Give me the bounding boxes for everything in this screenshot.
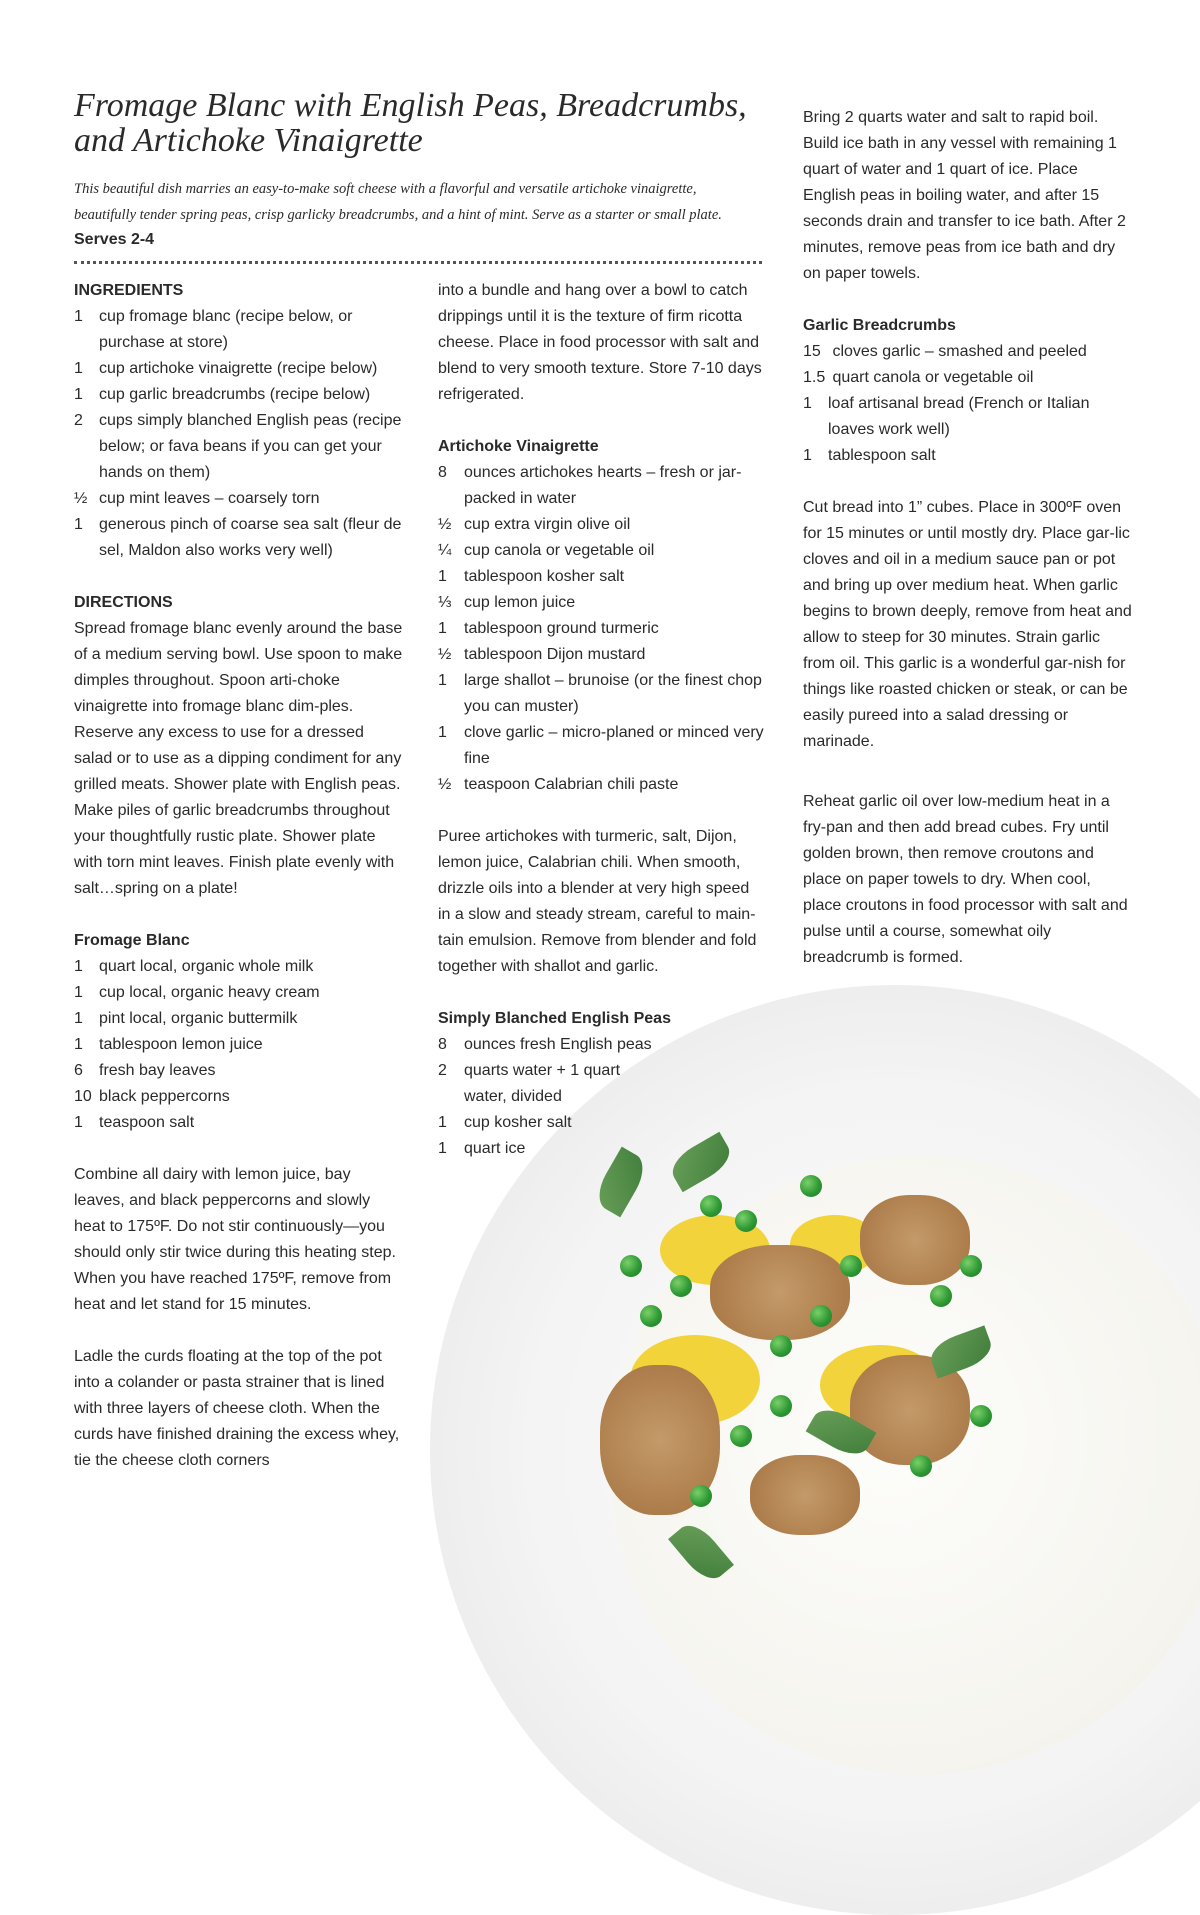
recipe-title-line-2: and Artichoke Vinaigrette — [74, 122, 423, 159]
ingredient-item — [438, 460, 766, 512]
ingredient-text: tablespoon ground turmeric — [464, 620, 659, 637]
pea — [840, 1255, 862, 1277]
recipe-intro-line-1: This beautiful dish marries an easy-to-make soft cheese with a flavorful and versatile artichoke vinaigrette, — [74, 181, 697, 197]
ingredient-item — [438, 772, 766, 798]
ingredient-text: tablespoon Dijon mustard — [464, 646, 646, 663]
ingredient-text: cloves garlic – smashed and peeled — [832, 343, 1087, 360]
ingredient-qty: 10 — [74, 1088, 92, 1105]
pea — [960, 1255, 982, 1277]
ingredient-text: tablespoon kosher salt — [464, 568, 625, 585]
ingredient-item — [74, 304, 404, 356]
ingredient-qty: 1 — [74, 958, 83, 975]
ingredients-heading: INGREDIENTS — [74, 282, 184, 299]
pea — [770, 1335, 792, 1357]
ingredient-text: quart local, organic whole milk — [99, 958, 314, 975]
ingredient-item — [803, 443, 1133, 469]
ingredient-item — [438, 1032, 766, 1058]
ingredient-item — [74, 1006, 404, 1032]
ingredient-item — [438, 642, 766, 668]
ingredient-item — [74, 1032, 404, 1058]
ingredient-qty: ½ — [438, 516, 452, 533]
pea — [810, 1305, 832, 1327]
ingredient-qty: 1 — [74, 516, 83, 533]
pea — [735, 1210, 757, 1232]
ingredient-item — [803, 365, 1133, 391]
ingredient-qty: 1 — [438, 672, 447, 689]
mint-leaf — [668, 1517, 734, 1586]
ingredient-item — [438, 590, 766, 616]
breadcrumb-pile — [860, 1195, 970, 1285]
ingredient-text: tablespoon lemon juice — [99, 1036, 263, 1053]
ingredient-qty: 1 — [803, 447, 812, 464]
ingredient-qty: ½ — [74, 490, 88, 507]
pea — [800, 1175, 822, 1197]
ingredient-text: cup local, organic heavy cream — [99, 984, 320, 1001]
mint-leaf — [926, 1325, 996, 1378]
fromage-blanc-step-2-continued: into a bundle and hang over a bowl to catch drippings until it is the texture of firm ricotta cheese. Place in food processor with salt and blend to very smooth texture. Store 7-10 days refrigerated. — [438, 282, 762, 403]
ingredient-item — [74, 980, 404, 1006]
ingredient-text: teaspoon salt — [99, 1114, 195, 1131]
ingredient-item — [803, 391, 1133, 443]
garlic-breadcrumbs-heading: Garlic Breadcrumbs — [803, 317, 956, 334]
ingredient-text: black peppercorns — [99, 1088, 230, 1105]
ingredient-qty: 1.5 — [803, 369, 826, 386]
pea — [730, 1425, 752, 1447]
dotted-divider — [74, 261, 762, 264]
ingredient-qty: 1 — [803, 395, 812, 412]
ingredient-text: fresh bay leaves — [99, 1062, 216, 1079]
ingredient-qty: 1 — [438, 1140, 447, 1157]
ingredient-item — [74, 1084, 404, 1110]
ingredient-item — [74, 954, 404, 980]
ingredient-text: cups simply blanched English peas (recipe below; or fava beans if you can get your hands on them) — [99, 412, 402, 481]
ingredient-qty: 15 — [803, 343, 821, 360]
ingredient-item — [74, 356, 404, 382]
ingredient-text: cup kosher salt — [464, 1114, 572, 1131]
plate-image — [610, 1155, 1200, 1775]
ingredient-item — [74, 512, 404, 564]
artichoke-vinaigrette-method: Puree artichokes with turmeric, salt, Dijon, lemon juice, Calabrian chili. When smooth, drizzle oils into a blender at very high speed in a slow and steady stream, careful to main-tain emulsion. Remove from blender and fold together with shallot and garlic. — [438, 828, 757, 975]
ingredient-text: ounces fresh English peas — [464, 1036, 652, 1053]
ingredient-qty: ⅓ — [438, 594, 452, 611]
pea — [910, 1455, 932, 1477]
ingredient-qty: 2 — [74, 412, 83, 429]
column-middle — [438, 278, 766, 1162]
ingredient-qty: 1 — [74, 1036, 83, 1053]
garlic-breadcrumbs-step-1: Cut bread into 1” cubes. Place in 300ºF oven for 15 minutes or until mostly dry. Place gar-lic cloves and oil in a medium sauce pan or pot and bring up over medium heat. When garlic begins to brown deeply, remove from heat and allow to steep for 30 minutes. Strain garlic from oil. This garlic is a wonderful gar-nish for things like roasted chicken or steak, or can be easily pureed into a salad dressing or marinade. — [803, 499, 1132, 750]
ingredient-qty: 8 — [438, 1036, 447, 1053]
ingredient-item — [74, 382, 404, 408]
ingredient-qty: 1 — [74, 1114, 83, 1131]
ingredient-text: teaspoon Calabrian chili paste — [464, 776, 679, 793]
ingredient-text: cup mint leaves – coarsely torn — [99, 490, 320, 507]
ingredient-item — [438, 668, 766, 720]
ingredient-text: cup fromage blanc (recipe below, or purchase at store) — [99, 308, 353, 351]
recipe-intro — [74, 176, 774, 228]
ingredient-item — [74, 1058, 404, 1084]
blanched-peas-method: Bring 2 quarts water and salt to rapid boil. Build ice bath in any vessel with remaining 1 quart of water and 1 quart of ice. Place English peas in boiling water, and after 15 seconds drain and transfer to ice bath. After 2 minutes, remove peas from ice bath and dry on paper towels. — [803, 109, 1126, 282]
breadcrumb-pile — [750, 1455, 860, 1535]
blanched-peas-heading: Simply Blanched English Peas — [438, 1010, 671, 1027]
ingredient-item — [74, 486, 404, 512]
fromage-blanc-heading: Fromage Blanc — [74, 932, 190, 949]
ingredient-qty: 1 — [438, 724, 447, 741]
ingredient-qty: 1 — [438, 1114, 447, 1131]
pea — [770, 1395, 792, 1417]
pea — [670, 1275, 692, 1297]
ingredient-qty: 2 — [438, 1062, 447, 1079]
ingredient-text: pint local, organic buttermilk — [99, 1010, 298, 1027]
ingredient-qty: ½ — [438, 646, 452, 663]
ingredient-text: ounces artichokes hearts – fresh or jar-packed in water — [464, 464, 742, 507]
recipe-title-line-1: Fromage Blanc with English Peas, Breadcrumbs, — [74, 87, 747, 124]
ingredient-text: cup artichoke vinaigrette (recipe below) — [99, 360, 378, 377]
directions-heading: DIRECTIONS — [74, 594, 173, 611]
pea — [700, 1195, 722, 1217]
column-left — [74, 278, 404, 1474]
garlic-breadcrumbs-step-2: Reheat garlic oil over low-medium heat in a fry-pan and then add bread cubes. Fry until golden brown, then remove croutons and place on paper towels to dry. When cool, place croutons in food processor with salt and pulse until a course, somewhat oily breadcrumb is formed. — [803, 793, 1128, 966]
pea — [640, 1305, 662, 1327]
ingredient-item — [438, 616, 766, 642]
column-right — [803, 105, 1133, 971]
recipe-intro-line-2: beautifully tender spring peas, crisp garlicky breadcrumbs, and a hint of mint. Serve as a starter or small plate. — [74, 207, 722, 223]
ingredient-qty: 1 — [74, 984, 83, 1001]
ingredient-text: quart ice — [464, 1140, 526, 1157]
recipe-title — [74, 88, 794, 158]
fromage-blanc-step-1: Combine all dairy with lemon juice, bay leaves, and black peppercorns and slowly heat to 175ºF. Do not stir continuously—you should only stir twice during this heating step. When you have reached 175ºF, remove from heat and let stand for 15 minutes. — [74, 1166, 396, 1313]
ingredient-text: generous pinch of coarse sea salt (fleur de sel, Maldon also works very well) — [99, 516, 402, 559]
ingredient-qty: ½ — [438, 776, 452, 793]
ingredient-item — [438, 538, 766, 564]
ingredient-item — [74, 1110, 404, 1136]
ingredient-qty: ¼ — [438, 542, 452, 559]
artichoke-vinaigrette-heading: Artichoke Vinaigrette — [438, 438, 599, 455]
ingredient-text: cup extra virgin olive oil — [464, 516, 631, 533]
ingredient-item — [438, 1136, 766, 1162]
ingredient-item — [438, 1110, 766, 1136]
ingredient-text: quart canola or vegetable oil — [832, 369, 1034, 386]
ingredient-text: tablespoon salt — [828, 447, 936, 464]
ingredient-text: cup garlic breadcrumbs (recipe below) — [99, 386, 371, 403]
ingredient-item — [438, 564, 766, 590]
pea — [690, 1485, 712, 1507]
ingredient-qty: 1 — [74, 360, 83, 377]
pea — [930, 1285, 952, 1307]
pea — [620, 1255, 642, 1277]
ingredient-qty: 1 — [74, 386, 83, 403]
ingredient-item — [438, 1058, 648, 1110]
ingredient-text: cup lemon juice — [464, 594, 576, 611]
ingredient-qty: 6 — [74, 1062, 83, 1079]
ingredient-item — [438, 720, 766, 772]
ingredient-item — [803, 339, 1133, 365]
ingredient-item — [74, 408, 404, 486]
ingredient-text: quarts water + 1 quart water, divided — [464, 1062, 621, 1105]
ingredient-qty: 1 — [74, 308, 83, 325]
ingredient-text: clove garlic – micro-planed or minced very fine — [464, 724, 764, 767]
ingredient-qty: 1 — [438, 620, 447, 637]
directions-paragraph: Spread fromage blanc evenly around the base of a medium serving bowl. Use spoon to make dimples throughout. Spoon arti-choke vinaigrette into fromage blanc dim-ples. Reserve any excess to use for a dressed salad or to use as a dipping condiment for any grilled meats. Shower plate with English peas. Make piles of garlic breadcrumbs throughout your thoughtfully rustic plate. Shower plate with torn mint leaves. Finish plate evenly with salt…spring on a plate! — [74, 620, 403, 897]
breadcrumb-pile — [710, 1245, 850, 1340]
fromage-blanc-step-2: Ladle the curds floating at the top of the pot into a colander or pasta strainer that is lined with three layers of cheese cloth. When the curds have finished draining the excess whey, tie the cheese cloth corners — [74, 1348, 400, 1469]
ingredient-qty: 8 — [438, 464, 447, 481]
ingredient-qty: 1 — [74, 1010, 83, 1027]
ingredient-item — [438, 512, 766, 538]
pea — [970, 1405, 992, 1427]
ingredient-text: cup canola or vegetable oil — [464, 542, 655, 559]
ingredient-qty: 1 — [438, 568, 447, 585]
serves-label: Serves 2-4 — [74, 231, 155, 248]
ingredient-text: loaf artisanal bread (French or Italian loaves work well) — [828, 395, 1090, 438]
ingredient-text: large shallot – brunoise (or the finest chop you can muster) — [464, 672, 762, 715]
